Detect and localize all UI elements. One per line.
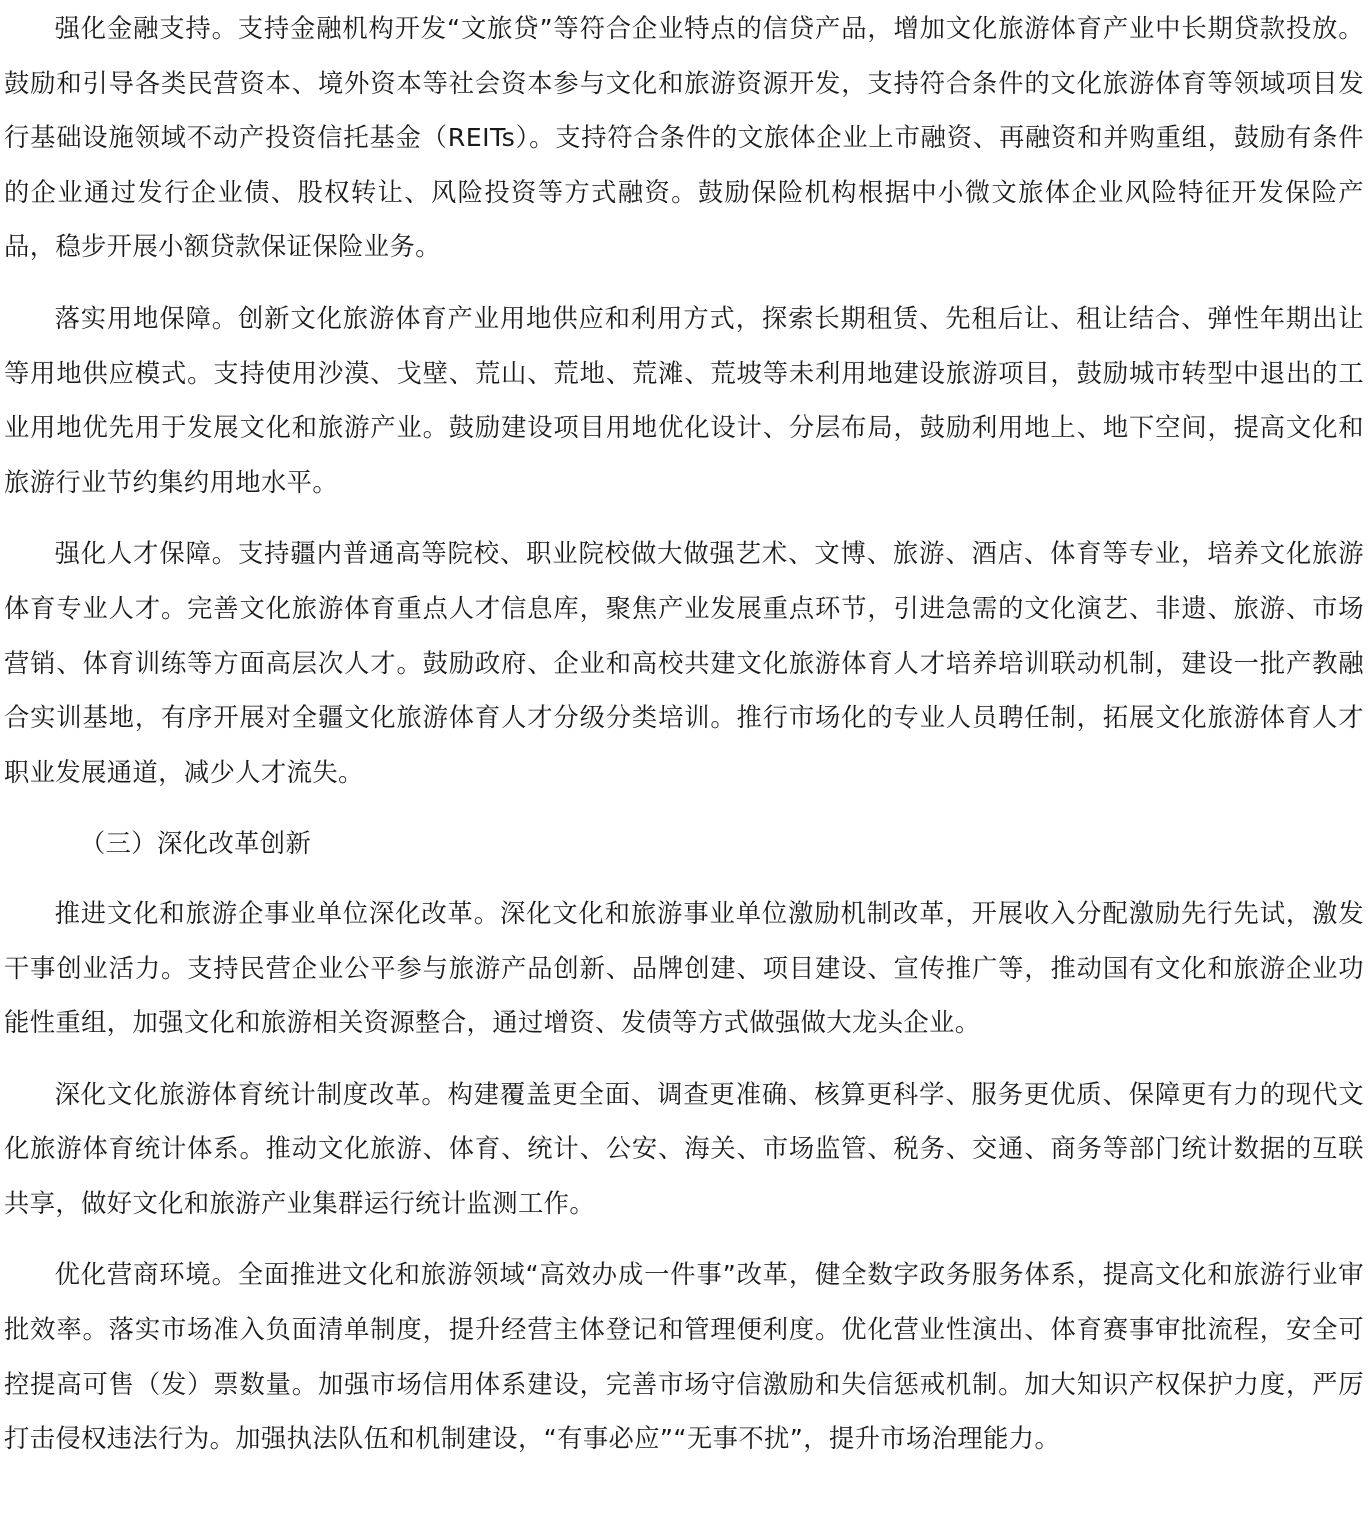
paragraph-finance-support: 强化金融支持。支持金融机构开发“文旅贷”等符合企业特点的信贷产品，增加文化旅游体育产业中长期贷款投放。鼓励和引导各类民营资本、境外资本等社会资本参与文化和旅游资源开发，支持符合条件的文化旅游体育等领域项目发行基础设施领域不动产投资信托基金（REITs）。支持符合条件的文旅体企业上市融资、再融资和并购重组，鼓励有条件的企业通过发行企业债、股权转让、风险投资等方式融资。鼓励保险机构根据中小微文旅体企业风险特征开发保险产品，稳步开展小额贷款保证保险业务。 <box>4 14 1364 262</box>
paragraph-enterprise-reform: 推进文化和旅游企事业单位深化改革。深化文化和旅游事业单位激励机制改革，开展收入分配激励先行先试，激发干事创业活力。支持民营企业公平参与旅游产品创新、品牌创建、项目建设、宣传推广等，推动国有文化和旅游企业功能性重组，加强文化和旅游相关资源整合，通过增资、发债等方式做强做大龙头企业。 <box>4 898 1364 1038</box>
paragraph-statistics-reform: 深化文化旅游体育统计制度改革。构建覆盖更全面、调查更准确、核算更科学、服务更优质、保障更有力的现代文化旅游体育统计体系。推动文化旅游、体育、统计、公安、海关、市场监管、税务、交通、商务等部门统计数据的互联共享，做好文化和旅游产业集群运行统计监测工作。 <box>4 1079 1364 1218</box>
section-heading: （三）深化改革创新 <box>79 829 312 859</box>
paragraph-talent-guarantee: 强化人才保障。支持疆内普通高等院校、职业院校做大做强艺术、文博、旅游、酒店、体育等专业，培养文化旅游体育专业人才。完善文化旅游体育重点人才信息库，聚焦产业发展重点环节，引进急需的文化演艺、非遗、旅游、市场营销、体育训练等方面高层次人才。鼓励政府、企业和高校共建文化旅游体育人才培养培训联动机制，建设一批产教融合实训基地，有序开展对全疆文化旅游体育人才分级分类培训。推行市场化的专业人员聘任制，拓展文化旅游体育人才职业发展通道，减少人才流失。 <box>4 539 1364 787</box>
paragraph-land-guarantee: 落实用地保障。创新文化旅游体育产业用地供应和利用方式，探索长期租赁、先租后让、租让结合、弹性年期出让等用地供应模式。支持使用沙漠、戈壁、荒山、荒地、荒滩、荒坡等未利用地建设旅游项目，鼓励城市转型中退出的工业用地优先用于发展文化和旅游产业。鼓励建设项目用地优化设计、分层布局，鼓励利用地上、地下空间，提高文化和旅游行业节约集约用地水平。 <box>4 303 1364 497</box>
paragraph-business-environment: 优化营商环境。全面推进文化和旅游领域“高效办成一件事”改革，健全数字政务服务体系，提高文化和旅游行业审批效率。落实市场准入负面清单制度，提升经营主体登记和管理便利度。优化营业性演出、体育赛事审批流程，安全可控提高可售（发）票数量。加强市场信用体系建设，完善市场守信激励和失信惩戒机制。加大知识产权保护力度，严厉打击侵权违法行为。加强执法队伍和机制建设，“有事必应”“无事不扰”，提升市场治理能力。 <box>4 1260 1364 1454</box>
